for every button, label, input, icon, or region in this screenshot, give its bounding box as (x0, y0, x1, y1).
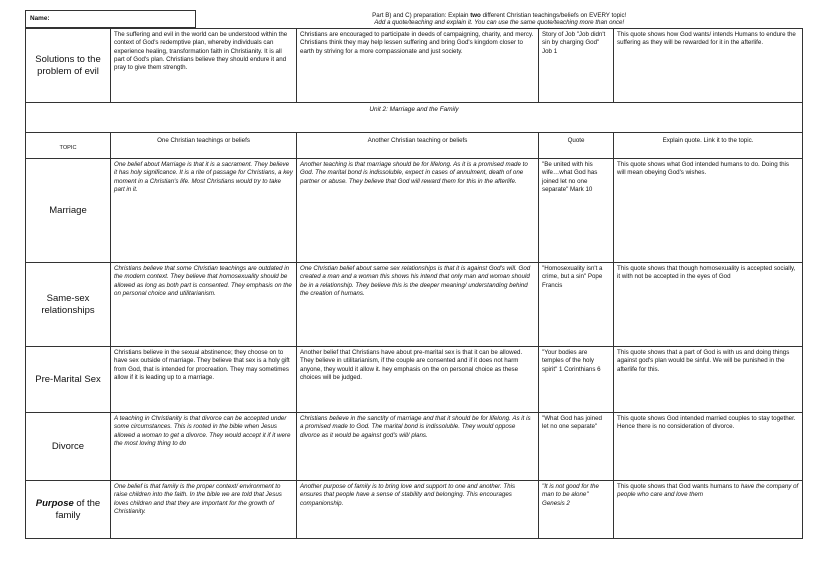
quote-cell: "Your bodies are temples of the holy spirit" 1 Corinthians 6 (539, 347, 614, 413)
unit-row (26, 103, 803, 133)
explanation-cell: This quote shows how God wants/ intends Humans to endure the suffering as they will be rewarded for it in the afterlife. (614, 29, 803, 103)
instructions (196, 11, 803, 28)
teaching2-cell: Christians are encouraged to participate in deeds of campaigning, charity, and mercy. Christians think they may help lessen suffering and bring God's kingdom closer to earth by striving for a more compassionate and just society. (297, 29, 539, 103)
table-row (26, 29, 803, 103)
teaching1-cell: A teaching in Christianity is that divorce can be accepted under some circumstances. This is rooted in the bible when Jesus allowed a woman to get a divorce. They would accept it if it were the most loving thing to do (111, 413, 297, 481)
col-teaching1: One Christian teachings or beliefs (111, 133, 297, 159)
instruction-line-1: Part B) and C) preparation: Explain two different Christian teachings/beliefs on EVERY topic! (372, 11, 627, 19)
header-table (25, 10, 803, 28)
topic-cell: Pre-Marital Sex (26, 347, 111, 413)
col-teaching2: Another Christian teaching or beliefs (297, 133, 539, 159)
explanation-cell: This quote shows that though homosexuality is accepted socially, it with not be accepted in the eyes of God (614, 263, 803, 347)
topic-cell: Solutions to the problem of evil (26, 29, 111, 103)
quote-cell: "What God has joined let no one separate" (539, 413, 614, 481)
teaching2-cell: Another teaching is that marriage should be for lifelong. As it is a promised made to God. The marital bond is indissoluble, expect in cases of annulment, death of one partner or abuse. They believe that God will reward them for this in the afterlife. (297, 159, 539, 263)
explanation-cell: This quote shows that a part of God is with us and doing things against god's plan would be sinful. We will be punished in the afterlife for this. (614, 347, 803, 413)
worksheet (25, 10, 802, 539)
table-row (26, 413, 803, 481)
topic-rest: of the family (55, 497, 101, 521)
topic-cell (26, 481, 111, 539)
topic-cell: Same-sex relationships (26, 263, 111, 347)
column-header-row (26, 133, 803, 159)
instruction-line-2: Add a quote/teaching and explain it. You can use the same quote/teaching more than once! (374, 19, 625, 27)
explanation-cell: This quote shows God intended married couples to stay together. Hence there is no consideration of divorce. (614, 413, 803, 481)
col-explanation: Explain quote. Link it to the topic. (614, 133, 803, 159)
quote-cell: "Be united with his wife…what God has joined let no one separate" Mark 10 (539, 159, 614, 263)
table-row (26, 481, 803, 539)
topic-cell: Marriage (26, 159, 111, 263)
quote-cell: "It is not good for the man to be alone" Genesis 2 (539, 481, 614, 539)
quote-cell: Story of Job "Job didn't sin by charging God" Job 1 (539, 29, 614, 103)
explanation-cell: This quote shows what God intended humans to do. Doing this will mean obeying God's wishes. (614, 159, 803, 263)
col-topic: TOPIC (26, 133, 111, 159)
main-table (25, 28, 803, 539)
teaching1-cell: The suffering and evil in the world can be understood within the context of God's redemptive plan, whereby individuals can experience healing, transformation faith in Christianity. It is all part of God's plan. Christians believe they should endure it and pray to give them strength. (111, 29, 297, 103)
teaching1-cell: One belief is that family is the proper context/ environment to raise children into the faith. In the bible we are told that Jesus loves children and that they are important for the growth of Christianity. (111, 481, 297, 539)
table-row (26, 347, 803, 413)
col-quote: Quote (539, 133, 614, 159)
teaching2-cell: Another belief that Christians have about pre-marital sex is that it can be allowed. They believe in utilitarianism, if the couple are consented and if it does not harm anyone, they would it allow it. hey emphasis on the on personal choice as these choices will be judged. (297, 347, 539, 413)
teaching1-cell: One belief about Marriage is that it is a sacrament. They believe it has holy significance. It is a rite of passage for Christians, a key moment in a Christian's life. Most Christians would try to take part in it. (111, 159, 297, 263)
quote-cell: "Homosexuality isn't a crime, but a sin" Pope Francis (539, 263, 614, 347)
name-label: Name: (26, 11, 196, 28)
table-row (26, 159, 803, 263)
table-row (26, 263, 803, 347)
teaching1-cell: Christians believe in the sexual abstinence; they choose on to have sex outside of marriage. They believe that sex is a holy gift from God, that is intended for procreation. They may sometimes allow if it is leading up to a marriage. (111, 347, 297, 413)
teaching1-cell: Christians believe that some Christian teachings are outdated in the modern context. They believe that homosexuality should be allowed as long as both part is consented. They emphasis on the on personal choice and utilitarianism. (111, 263, 297, 347)
teaching2-cell: Christians believe in the sanctity of marriage and that it should be for lifelong. As it is a promised made to God. The marital bond is indissoluble. They would oppose divorce as it would be against god's will/ plans. (297, 413, 539, 481)
unit-title: Unit 2: Marriage and the Family (26, 103, 803, 133)
teaching2-cell: One Christian belief about same sex relationships is that it is against God's will. God created a man and a woman this shows his intend that only man and woman should be in a relationship. They believe this is the deeper meaning/ understanding behind the creation of humans. (297, 263, 539, 347)
topic-cell: Divorce (26, 413, 111, 481)
topic-bold: Purpose (35, 497, 74, 509)
teaching2-cell: Another purpose of family is to bring love and support to one and another. This ensures that people have a sense of stability and belonging. This encourages companionship. (297, 481, 539, 539)
explanation-cell: This quote shows that God wants humans to have the company of people who care and love them (614, 481, 803, 539)
